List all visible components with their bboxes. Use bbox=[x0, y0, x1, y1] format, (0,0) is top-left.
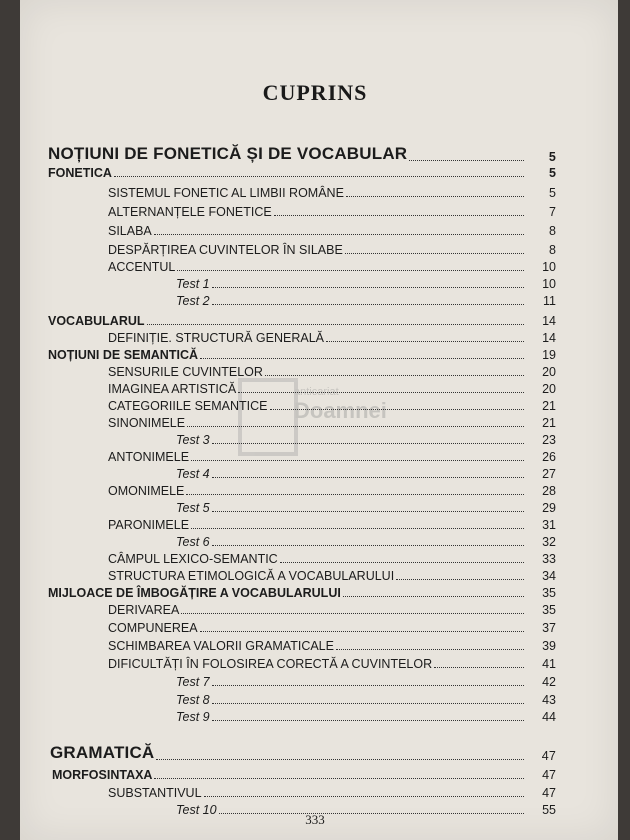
toc-entry-page: 7 bbox=[549, 205, 556, 219]
toc-entry bbox=[108, 653, 556, 671]
watermark-small-text: anticariat bbox=[294, 386, 339, 398]
toc-entry-page: 37 bbox=[542, 621, 556, 635]
toc-entry bbox=[108, 480, 556, 498]
toc-entry bbox=[176, 689, 556, 707]
toc-entry-label: SISTEMUL FONETIC AL LIMBII ROMÂNE bbox=[108, 186, 344, 200]
toc-entry bbox=[176, 429, 556, 447]
toc-entry-label: DIFICULTĂȚI ÎN FOLOSIREA CORECTĂ A CUVINTELOR bbox=[108, 657, 433, 671]
toc-entry-label: SENSURILE CUVINTELOR bbox=[108, 365, 263, 379]
toc-entry bbox=[48, 162, 556, 180]
toc-entry-page: 19 bbox=[542, 348, 556, 362]
toc-entry-label: Test 3 bbox=[176, 433, 210, 447]
toc-entry-label: Test 1 bbox=[176, 277, 210, 291]
toc-entry-page: 26 bbox=[542, 450, 556, 464]
toc-entry-page: 39 bbox=[542, 639, 556, 653]
toc-entry bbox=[108, 220, 556, 238]
toc-entry bbox=[108, 514, 556, 532]
toc-entry-label: Test 7 bbox=[176, 675, 210, 689]
toc-entry bbox=[108, 182, 556, 200]
toc-entry-page: 5 bbox=[549, 186, 556, 200]
toc-entry-label: OMONIMELE bbox=[108, 484, 185, 498]
toc-entry-page: 21 bbox=[542, 399, 556, 413]
toc-entry-label: Test 6 bbox=[176, 535, 210, 549]
toc-entry-page: 33 bbox=[542, 552, 556, 566]
toc-entry-page: 14 bbox=[542, 331, 556, 345]
toc-entry bbox=[176, 706, 556, 724]
toc-entry-page: 11 bbox=[543, 294, 556, 308]
toc-entry bbox=[108, 635, 556, 653]
toc-entry-label: SINONIMELE bbox=[108, 416, 186, 430]
toc-entry bbox=[48, 344, 556, 362]
toc-entry-label: DEFINIȚIE. STRUCTURĂ GENERALĂ bbox=[108, 331, 324, 345]
toc-entry bbox=[108, 201, 556, 219]
toc-entry-page: 44 bbox=[542, 710, 556, 724]
toc-entry-label: Test 8 bbox=[176, 693, 210, 707]
toc-entry bbox=[52, 764, 556, 782]
toc-entry-label: DESPĂRȚIREA CUVINTELOR ÎN SILABE bbox=[108, 243, 343, 257]
toc-entry bbox=[50, 741, 556, 763]
toc-entry-page: 34 bbox=[542, 569, 556, 583]
toc-entry-page: 20 bbox=[542, 365, 556, 379]
toc-entry-label: CATEGORIILE SEMANTICE bbox=[108, 399, 268, 413]
toc-entry bbox=[108, 239, 556, 257]
toc-entry-label: Test 9 bbox=[176, 710, 210, 724]
toc-entry-page: 31 bbox=[542, 518, 556, 532]
toc-entry-label: PARONIMELE bbox=[108, 518, 190, 532]
toc-entry bbox=[176, 671, 556, 689]
toc-entry-label: VOCABULARUL bbox=[48, 314, 145, 328]
toc-entry-label: Test 10 bbox=[176, 803, 217, 817]
toc-entry-label: GRAMATICĂ bbox=[50, 743, 155, 762]
toc-entry-page: 43 bbox=[542, 693, 556, 707]
toc-entry bbox=[176, 273, 556, 291]
toc-entry bbox=[108, 378, 556, 396]
toc-entry-label: NOȚIUNI DE FONETICĂ ȘI DE VOCABULAR bbox=[48, 144, 408, 163]
toc-entry-label: SUBSTANTIVUL bbox=[108, 786, 202, 800]
toc-entry-page: 47 bbox=[542, 768, 556, 782]
toc-entry-page: 42 bbox=[542, 675, 556, 689]
toc-entry-page: 29 bbox=[542, 501, 556, 515]
toc-entry-page: 10 bbox=[542, 260, 556, 274]
toc-entry-label: DERIVAREA bbox=[108, 603, 180, 617]
toc-entry bbox=[108, 327, 556, 345]
toc-entry-page: 28 bbox=[542, 484, 556, 498]
toc-entry-page: 5 bbox=[549, 166, 556, 180]
toc-entry-page: 41 bbox=[542, 657, 556, 671]
toc-entry-label: SILABA bbox=[108, 224, 152, 238]
toc-entry bbox=[108, 617, 556, 635]
toc-entry-page: 27 bbox=[542, 467, 556, 481]
toc-entry bbox=[108, 361, 556, 379]
toc-entry-page: 32 bbox=[542, 535, 556, 549]
toc-entry-label: ALTERNANȚELE FONETICE bbox=[108, 205, 272, 219]
toc-entry bbox=[108, 599, 556, 617]
toc-entry-page: 10 bbox=[542, 277, 556, 291]
toc-entry bbox=[108, 395, 556, 413]
toc-entry bbox=[108, 256, 556, 274]
toc-entry-page: 35 bbox=[542, 586, 556, 600]
toc-entry bbox=[108, 446, 556, 464]
toc-entry bbox=[108, 565, 556, 583]
toc-entry bbox=[176, 497, 556, 515]
toc-entry bbox=[176, 290, 556, 308]
watermark-big-text: Doamnei bbox=[294, 398, 387, 423]
toc-entry bbox=[48, 310, 556, 328]
toc-entry-label: FONETICA bbox=[48, 166, 112, 180]
toc-entry-page: 23 bbox=[542, 433, 556, 447]
toc-entry-label: SCHIMBAREA VALORII GRAMATICALE bbox=[108, 639, 334, 653]
toc-entry-label: IMAGINEA ARTISTICĂ bbox=[108, 382, 237, 396]
toc-entry bbox=[176, 463, 556, 481]
toc-entry-label: MORFOSINTAXA bbox=[52, 768, 153, 782]
toc-entry bbox=[108, 412, 556, 430]
toc-entry-page: 20 bbox=[542, 382, 556, 396]
toc-entry-page: 55 bbox=[542, 803, 556, 817]
toc-entry-label: ACCENTUL bbox=[108, 260, 176, 274]
toc-entry-label: Test 4 bbox=[176, 467, 210, 481]
toc-entry bbox=[48, 582, 556, 600]
toc-entry-page: 47 bbox=[542, 786, 556, 800]
toc-entry-page: 8 bbox=[549, 224, 556, 238]
toc-entry-label: STRUCTURA ETIMOLOGICĂ A VOCABULARULUI bbox=[108, 569, 395, 583]
page-title: CUPRINS bbox=[262, 80, 368, 105]
toc-entry-label: Test 5 bbox=[176, 501, 210, 515]
toc-entry bbox=[108, 782, 556, 800]
toc-entry bbox=[108, 548, 556, 566]
toc-entry-page: 47 bbox=[541, 749, 556, 763]
toc-entry-page: 8 bbox=[549, 243, 556, 257]
toc-entry-page: 14 bbox=[542, 314, 556, 328]
toc-entry bbox=[176, 531, 556, 549]
toc-entry-label: ANTONIMELE bbox=[108, 450, 190, 464]
toc-entry-label: CÂMPUL LEXICO-SEMANTIC bbox=[108, 552, 278, 566]
toc-entry-page: 35 bbox=[542, 603, 556, 617]
toc-entry-label: Test 2 bbox=[176, 294, 210, 308]
page-number: 333 bbox=[305, 812, 325, 827]
toc-entry-label: NOȚIUNI DE SEMANTICĂ bbox=[48, 348, 198, 362]
toc-entry-page: 5 bbox=[548, 150, 556, 164]
toc-entry-label: COMPUNEREA bbox=[108, 621, 198, 635]
toc-entry-label: MIJLOACE DE ÎMBOGĂȚIRE A VOCABULARULUI bbox=[48, 586, 341, 600]
toc-entry-page: 21 bbox=[542, 416, 556, 430]
toc-entry bbox=[48, 142, 556, 164]
